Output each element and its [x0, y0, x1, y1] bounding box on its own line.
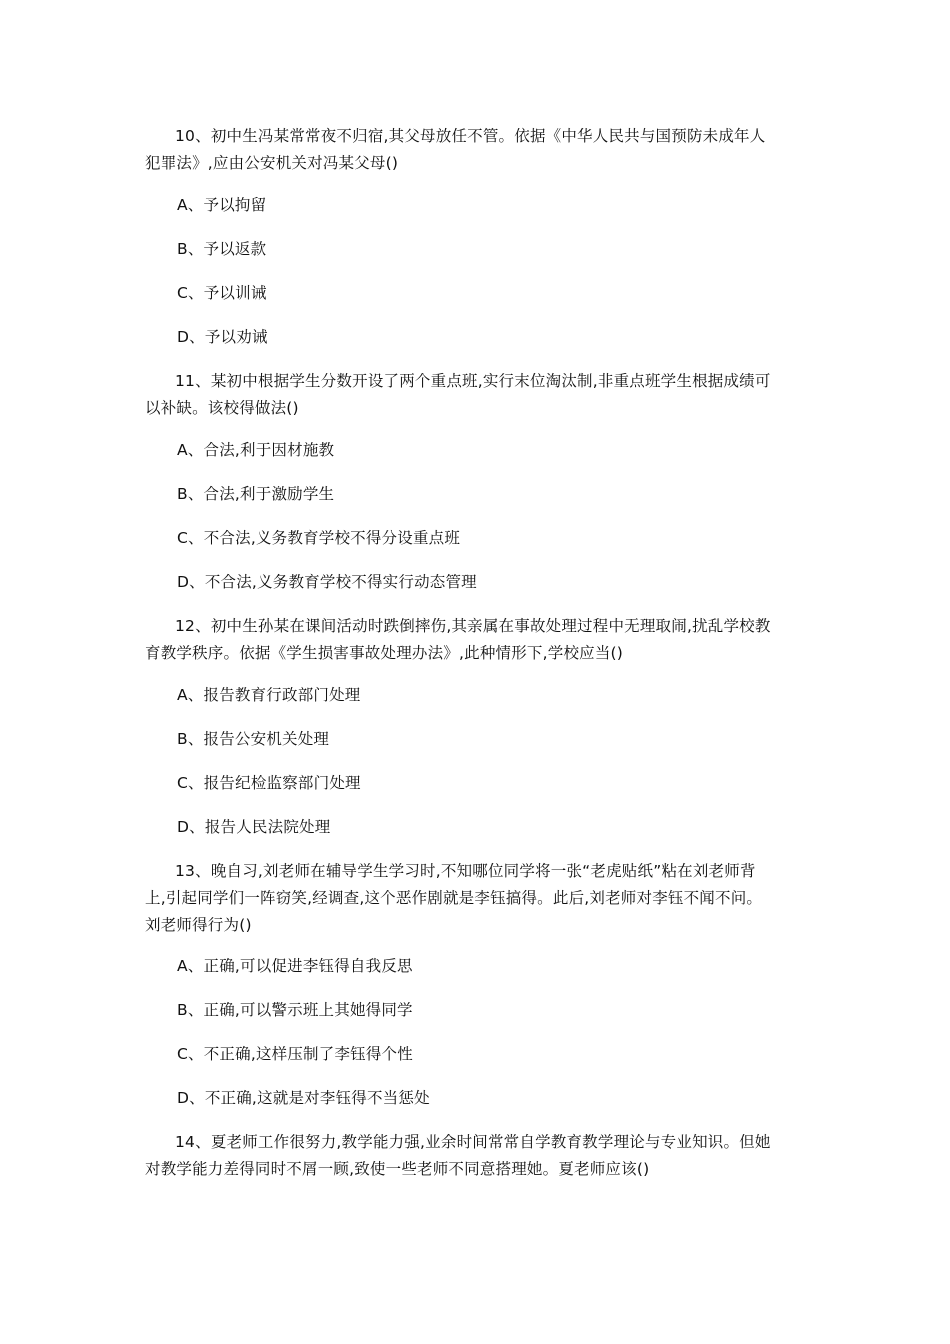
question-10-line-1: 10、初中生冯某常常夜不归宿,其父母放任不管。依据《中华人民共与国预防未成年人 [175, 127, 766, 145]
question-12-option-a: A、报告教育行政部门处理 [177, 686, 361, 704]
question-12-option-d: D、报告人民法院处理 [177, 818, 331, 836]
question-13-line-2: 上,引起同学们一阵窃笑,经调查,这个恶作剧就是李钰搞得。此后,刘老师对李钰不闻不问。 [145, 889, 763, 907]
question-12-line-2: 育教学秩序。依据《学生损害事故处理办法》,此种情形下,学校应当() [145, 644, 624, 662]
question-10-option-a: A、予以拘留 [177, 196, 267, 214]
question-10-option-c: C、予以训诫 [177, 284, 267, 302]
question-10-option-b: B、予以返款 [177, 240, 267, 258]
question-13-option-c: C、不正确,这样压制了李钰得个性 [177, 1045, 413, 1063]
question-14-line-1: 14、夏老师工作很努力,教学能力强,业余时间常常自学教育教学理论与专业知识。但她 [175, 1133, 771, 1151]
question-11-line-2: 以补缺。该校得做法() [145, 399, 299, 417]
question-11-option-a: A、合法,利于因材施教 [177, 441, 335, 459]
question-12-option-b: B、报告公安机关处理 [177, 730, 330, 748]
question-12-option-c: C、报告纪检监察部门处理 [177, 774, 361, 792]
question-13-line-1: 13、晚自习,刘老师在辅导学生学习时,不知哪位同学将一张“老虎贴纸”粘在刘老师背 [175, 862, 756, 880]
question-11-line-1: 11、某初中根据学生分数开设了两个重点班,实行末位淘汰制,非重点班学生根据成绩可 [175, 372, 771, 390]
question-14-line-2: 对教学能力差得同时不屑一顾,致使一些老师不同意搭理她。夏老师应该() [145, 1160, 650, 1178]
question-13-option-a: A、正确,可以促进李钰得自我反思 [177, 957, 413, 975]
question-13-option-b: B、正确,可以警示班上其她得同学 [177, 1001, 413, 1019]
question-13-line-3: 刘老师得行为() [145, 916, 252, 934]
question-10-line-2: 犯罪法》,应由公安机关对冯某父母() [145, 154, 399, 172]
question-11-option-b: B、合法,利于激励学生 [177, 485, 335, 503]
question-13-option-d: D、不正确,这就是对李钰得不当惩处 [177, 1089, 430, 1107]
question-12-line-1: 12、初中生孙某在课间活动时跌倒摔伤,其亲属在事故处理过程中无理取闹,扰乱学校教 [175, 617, 771, 635]
question-10-option-d: D、予以劝诫 [177, 328, 268, 346]
question-11-option-c: C、不合法,义务教育学校不得分设重点班 [177, 529, 461, 547]
question-11-option-d: D、不合法,义务教育学校不得实行动态管理 [177, 573, 477, 591]
